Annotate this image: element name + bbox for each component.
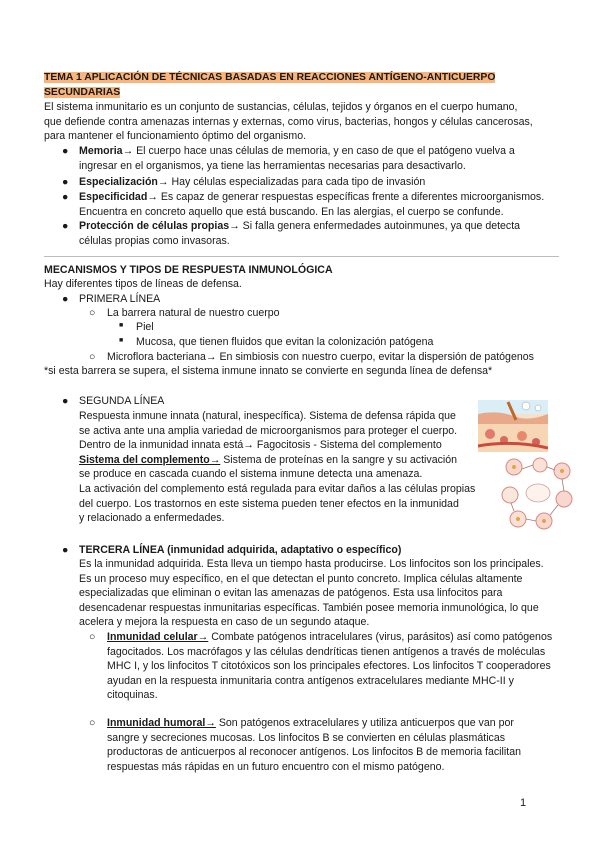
- complemento-text: Sistema de proteínas en la sangre y su activación: [220, 453, 458, 466]
- segunda-linea-body: [79, 409, 499, 526]
- feature-bullet-dot: ●: [62, 145, 69, 157]
- feature-proteccion: [79, 219, 569, 248]
- page-number: 1: [520, 797, 527, 809]
- mucosa-item: Mucosa, que tienen fluidos que evitan la colonización patógena: [136, 336, 434, 348]
- feature-text: → Si falla genera enfermedades autoinmunes, ya que detecta: [229, 220, 521, 232]
- body-line: respuestas más rápidas en un futuro encuentro con el mismo patógeno.: [107, 760, 445, 773]
- body-line: desencadenar respuestas inmunitarias específicas. También posee memoria inmunológica, lo que: [79, 601, 539, 614]
- circle-bullet: ○: [89, 351, 96, 363]
- intro-line: El sistema inmunitario es un conjunto de sustancias, células, tejidos y órganos en el cuerpo humano,: [44, 101, 518, 113]
- circle-bullet: ○: [89, 631, 96, 643]
- title-line-2: SECUNDARIAS: [44, 86, 121, 98]
- circle-bullet: ○: [89, 717, 96, 729]
- bullet-dot: ●: [62, 395, 69, 407]
- feature-text: → Es capaz de generar respuestas específicas frente a diferentes microorganismos.: [147, 191, 545, 203]
- humoral-text: Son patógenos extracelulares y utiliza anticuerpos que van por: [215, 717, 514, 729]
- complemento-term: Sistema del complemento→: [79, 453, 221, 466]
- intro-paragraph: [44, 100, 533, 144]
- body-line: Es un proceso muy específico, en el que detectan el punto concreto. Implica células altamente: [79, 572, 523, 585]
- body-line: Dentro de la inmunidad innata está→ Fagocitosis - Sistema del complemento: [79, 439, 442, 452]
- feature-bullet-dot: ●: [62, 220, 69, 232]
- inmunidad-celular: [107, 630, 577, 703]
- body-line: acelera y mejora la respuesta en caso de un segundo ataque.: [79, 616, 370, 629]
- complement-system-illustration: [500, 455, 575, 532]
- primera-linea-heading: PRIMERA LÍNEA: [79, 293, 161, 305]
- feature-cont: Encuentra en concreto aquello que está buscando. En las alergias, el cuerpo se confunde.: [79, 205, 504, 218]
- feature-term: Memoria: [79, 145, 123, 157]
- body-line: especializadas que eliminan o evitan las amenazas de patógenos. Esta usa linfocitos para: [79, 587, 503, 600]
- square-bullet: ■: [119, 322, 124, 329]
- feature-text: → Hay células especializadas para cada tipo de invasión: [157, 176, 426, 188]
- intro-line: que defiende contra amenazas internas y externas, como virus, bacterias, hongos y células cancerosas,: [44, 115, 533, 128]
- note-text: *si esta barrera se supera, el sistema inmune innato se convierte en segunda línea de defensa*: [44, 365, 493, 377]
- bullet-dot: ●: [62, 293, 69, 305]
- body-line: se produce en cascada cuando el sistema inmune detecta una amenaza.: [79, 468, 423, 481]
- feature-bullet-dot: ●: [62, 176, 69, 188]
- celular-term: Inmunidad celular→: [107, 631, 209, 643]
- celular-text: Combate patógenos intracelulares (virus, parásitos) así como patógenos: [208, 631, 553, 643]
- page-title: [44, 71, 544, 100]
- section-heading: MECANISMOS Y TIPOS DE RESPUESTA INMUNOLÓGICA: [44, 264, 333, 276]
- intro-line: para mantener el funcionamiento óptimo del organismo.: [44, 130, 307, 143]
- inmunidad-humoral: [107, 716, 577, 774]
- body-line: ayudan en la respuesta inmunitaria contra antígenos extracelulares mediante MHC-II y: [107, 674, 514, 687]
- square-bullet: ■: [119, 337, 124, 344]
- body-line: citoquinas.: [107, 689, 158, 702]
- bullet-dot: ●: [62, 544, 69, 556]
- body-line: Respuesta inmune innata (natural, inespecífica). Sistema de defensa rápida que: [79, 410, 456, 422]
- feature-term: Especificidad: [79, 191, 148, 203]
- tercera-linea-body: [79, 557, 579, 630]
- feature-term: Especialización: [79, 176, 158, 188]
- body-line: Es la inmunidad adquirida. Esta lleva un tiempo hasta producirse. Los linfocitos son los principales.: [79, 558, 544, 570]
- skin-inflammation-illustration: [478, 400, 548, 452]
- piel-item: Piel: [136, 321, 154, 333]
- barrera-item: La barrera natural de nuestro cuerpo: [107, 307, 280, 319]
- feature-cont: células propias como invasoras.: [79, 234, 230, 247]
- section-intro: Hay diferentes tipos de líneas de defensa.: [44, 278, 242, 290]
- body-line: fagocitados. Los macrófagos y las células dendríticas tienen antígenos a través de moléculas: [107, 645, 546, 658]
- feature-memoria: [79, 144, 559, 173]
- body-line: se activa ante una amplia variedad de microorganismos para proteger el cuerpo.: [79, 424, 458, 437]
- circle-bullet: ○: [89, 307, 96, 319]
- feature-term: Protección de células propias: [79, 220, 230, 232]
- feature-bullet-dot: ●: [62, 191, 69, 203]
- feature-especificidad: [79, 190, 569, 219]
- body-line: del cuerpo. Los trastornos en este sistema pueden tener efectos en la inmunidad: [79, 497, 459, 510]
- microflora-item: Microflora bacteriana→ En simbiosis con nuestro cuerpo, evitar la dispersión de patógenos: [107, 351, 534, 363]
- body-line: sangre y secreciones mucosas. Los linfocitos B se convierten en células plasmáticas: [107, 731, 506, 744]
- feature-especializacion: [79, 175, 559, 190]
- complemento-line: [79, 453, 499, 468]
- segunda-linea-heading: SEGUNDA LÍNEA: [79, 395, 165, 407]
- body-line: La activación del complemento está regulada para evitar daños a las células propias: [79, 482, 476, 495]
- horizontal-divider: [44, 256, 559, 257]
- feature-text: → El cuerpo hace unas células de memoria, y en caso de que el patógeno vuelva a: [122, 145, 515, 157]
- feature-cont: ingresar en el organismos, ya tiene las herramientas necesarias para desactivarlo.: [79, 159, 466, 172]
- humoral-term: Inmunidad humoral→: [107, 717, 216, 729]
- body-line: productoras de anticuerpos al reconocer antígenos. Los linfocitos B de memoria facilitan: [107, 746, 521, 759]
- body-line: y relacionado a enfermedades.: [79, 512, 225, 525]
- tercera-linea-heading: TERCERA LÍNEA (inmunidad adquirida, adaptativo o específico): [79, 544, 402, 556]
- title-line-1: TEMA 1 APLICACIÓN DE TÉCNICAS BASADAS EN REACCIONES ANTÍGENO-ANTICUERPO: [44, 72, 496, 83]
- body-line: MHC I, y los linfocitos T citotóxicos son los principales efectores. Los linfocitos T cooperadores: [107, 660, 551, 673]
